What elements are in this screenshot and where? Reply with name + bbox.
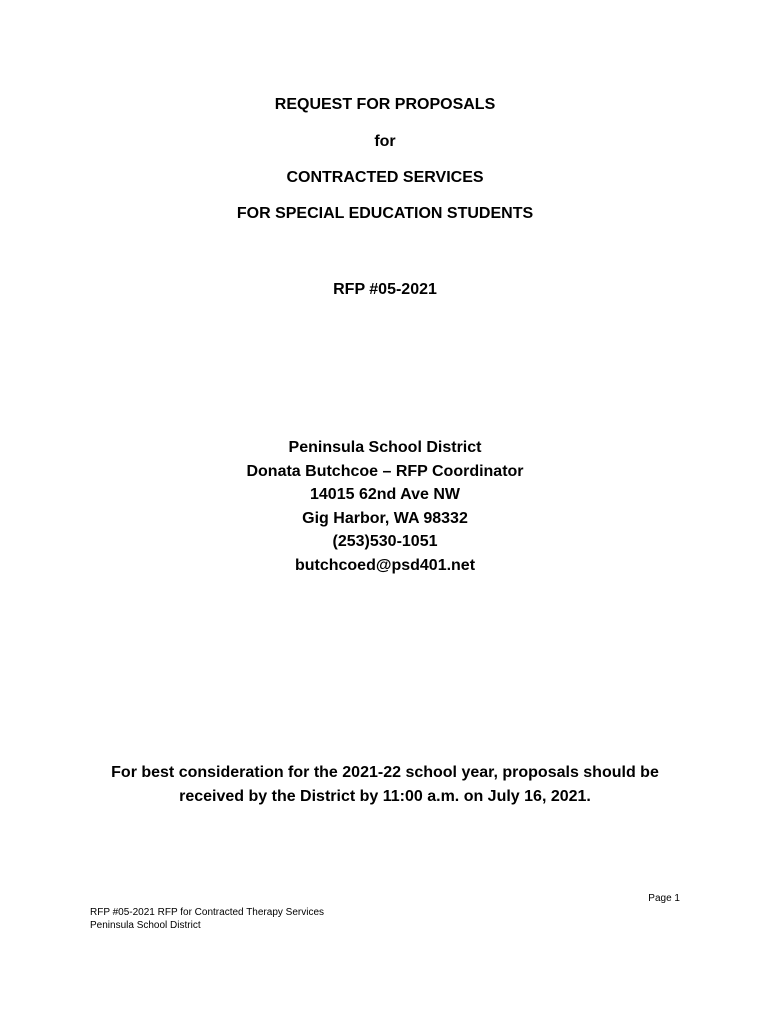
title-for: for — [374, 133, 396, 150]
footer-district: Peninsula School District — [90, 920, 201, 931]
contact-address: 14015 62nd Ave NW — [310, 486, 460, 503]
submission-notice-line2: received by the District by 11:00 a.m. on July 16, 2021. — [179, 788, 591, 805]
title-request-for-proposals: REQUEST FOR PROPOSALS — [274, 96, 496, 113]
contact-district: Peninsula School District — [288, 439, 482, 456]
contact-email: butchcoed@psd401.net — [294, 557, 476, 574]
title-special-education: FOR SPECIAL EDUCATION STUDENTS — [236, 205, 534, 222]
submission-notice — [80, 761, 690, 809]
submission-notice-line1: For best consideration for the 2021-22 school year, proposals should be — [111, 764, 659, 781]
contact-coordinator: Donata Butchcoe – RFP Coordinator — [246, 463, 524, 480]
contact-city-state-zip: Gig Harbor, WA 98332 — [302, 510, 468, 527]
page-number: Page 1 — [648, 893, 680, 904]
contact-phone: (253)530-1051 — [332, 533, 438, 550]
title-contracted-services: CONTRACTED SERVICES — [286, 169, 484, 186]
rfp-number: RFP #05-2021 — [333, 281, 437, 298]
footer-doc-title: RFP #05-2021 RFP for Contracted Therapy Services — [90, 907, 325, 918]
